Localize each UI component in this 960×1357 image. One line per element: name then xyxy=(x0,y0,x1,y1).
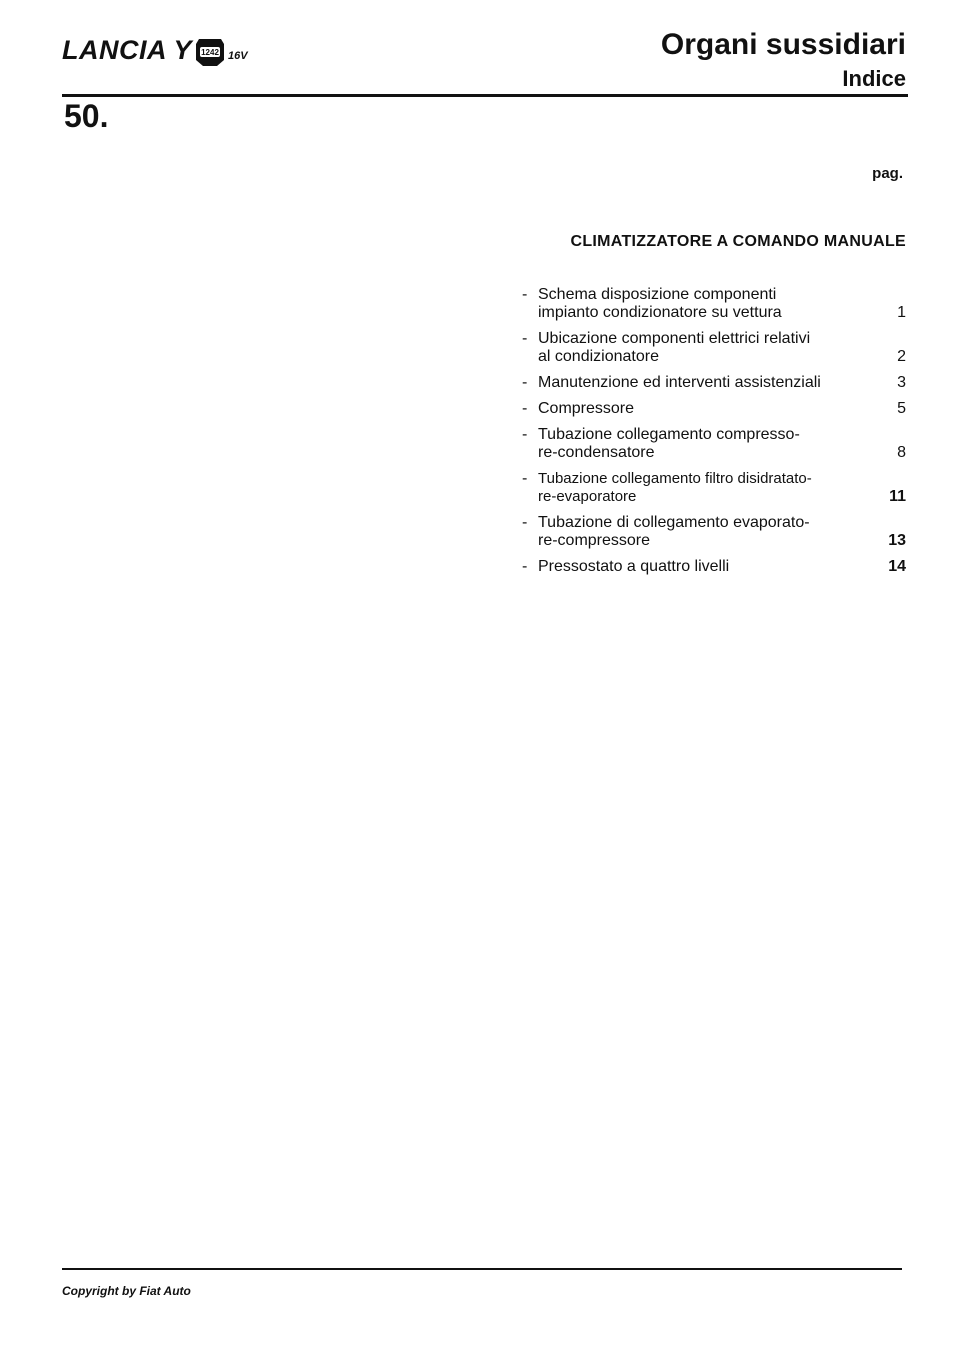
toc-entry-page: 2 xyxy=(897,348,906,365)
toc-entry xyxy=(522,400,906,418)
toc-entry xyxy=(522,330,906,366)
toc-entry-title xyxy=(538,514,856,550)
toc-entry-line: al condizionatore xyxy=(538,348,659,365)
section-title: Organi sussidiari xyxy=(660,28,906,61)
toc-entry-title xyxy=(538,426,856,462)
chapter-number: 50. xyxy=(64,98,109,134)
toc-heading: CLIMATIZZATORE A COMANDO MANUALE xyxy=(570,233,906,250)
toc-entry-title xyxy=(538,558,856,576)
toc-entry-line: Tubazione di collegamento evaporato- xyxy=(538,514,810,531)
toc-entry-line: Pressostato a quattro livelli xyxy=(538,558,730,575)
toc-entry xyxy=(522,374,906,392)
toc-list xyxy=(522,286,906,584)
toc-entry-title xyxy=(538,286,856,322)
toc-entry-line: Manutenzione ed interventi assistenziali xyxy=(538,374,821,391)
toc-entry xyxy=(522,470,906,506)
toc-entry-line: Tubazione collegamento compresso- xyxy=(538,426,800,443)
toc-entry-line: Ubicazione componenti elettrici relativi xyxy=(538,330,811,347)
toc-entry-line: impianto condizionatore su vettura xyxy=(538,304,782,321)
toc-entry-page: 3 xyxy=(897,374,906,391)
brand-suffix: 16V xyxy=(228,50,248,62)
toc-entry-page: 8 xyxy=(897,444,906,461)
toc-bullet: - xyxy=(522,470,528,487)
toc-bullet: - xyxy=(522,514,528,531)
toc-entry-line: re-evaporatore xyxy=(538,488,637,505)
engine-badge-icon xyxy=(195,36,225,68)
brand-name: LANCIA Y xyxy=(62,35,193,65)
toc-bullet: - xyxy=(522,286,528,303)
toc-entry-line: Compressore xyxy=(538,400,635,417)
toc-entry xyxy=(522,426,906,462)
toc-entry-page: 13 xyxy=(888,532,906,549)
toc-entry xyxy=(522,558,906,576)
copyright-notice: Copyright by Fiat Auto xyxy=(62,1284,191,1298)
toc-entry xyxy=(522,514,906,550)
toc-bullet: - xyxy=(522,558,528,575)
toc-bullet: - xyxy=(522,374,528,391)
toc-bullet: - xyxy=(522,330,528,347)
toc-entry-line: re-compressore xyxy=(538,532,651,549)
toc-entry-line: Schema disposizione componenti xyxy=(538,286,777,303)
toc-entry-line: re-condensatore xyxy=(538,444,655,461)
toc-entry xyxy=(522,286,906,322)
toc-bullet: - xyxy=(522,426,528,443)
toc-entry-title xyxy=(538,374,856,392)
section-subtitle: Indice xyxy=(842,66,906,91)
footer-divider xyxy=(62,1268,902,1270)
toc-entry-page: 11 xyxy=(889,488,906,505)
toc-entry-page: 1 xyxy=(897,304,906,321)
toc-entry-line: Tubazione collegamento filtro disidratato- xyxy=(538,470,812,487)
toc-entry-page: 14 xyxy=(888,558,906,575)
toc-entry-title xyxy=(538,400,856,418)
toc-entry-title xyxy=(538,330,856,366)
toc-entry-title xyxy=(538,470,856,506)
page-column-label: pag. xyxy=(872,165,903,182)
toc-entry-page: 5 xyxy=(897,400,906,417)
brand-logo xyxy=(62,32,248,64)
header-divider xyxy=(62,94,908,97)
toc-bullet: - xyxy=(522,400,528,417)
svg-text:1242: 1242 xyxy=(201,48,219,57)
